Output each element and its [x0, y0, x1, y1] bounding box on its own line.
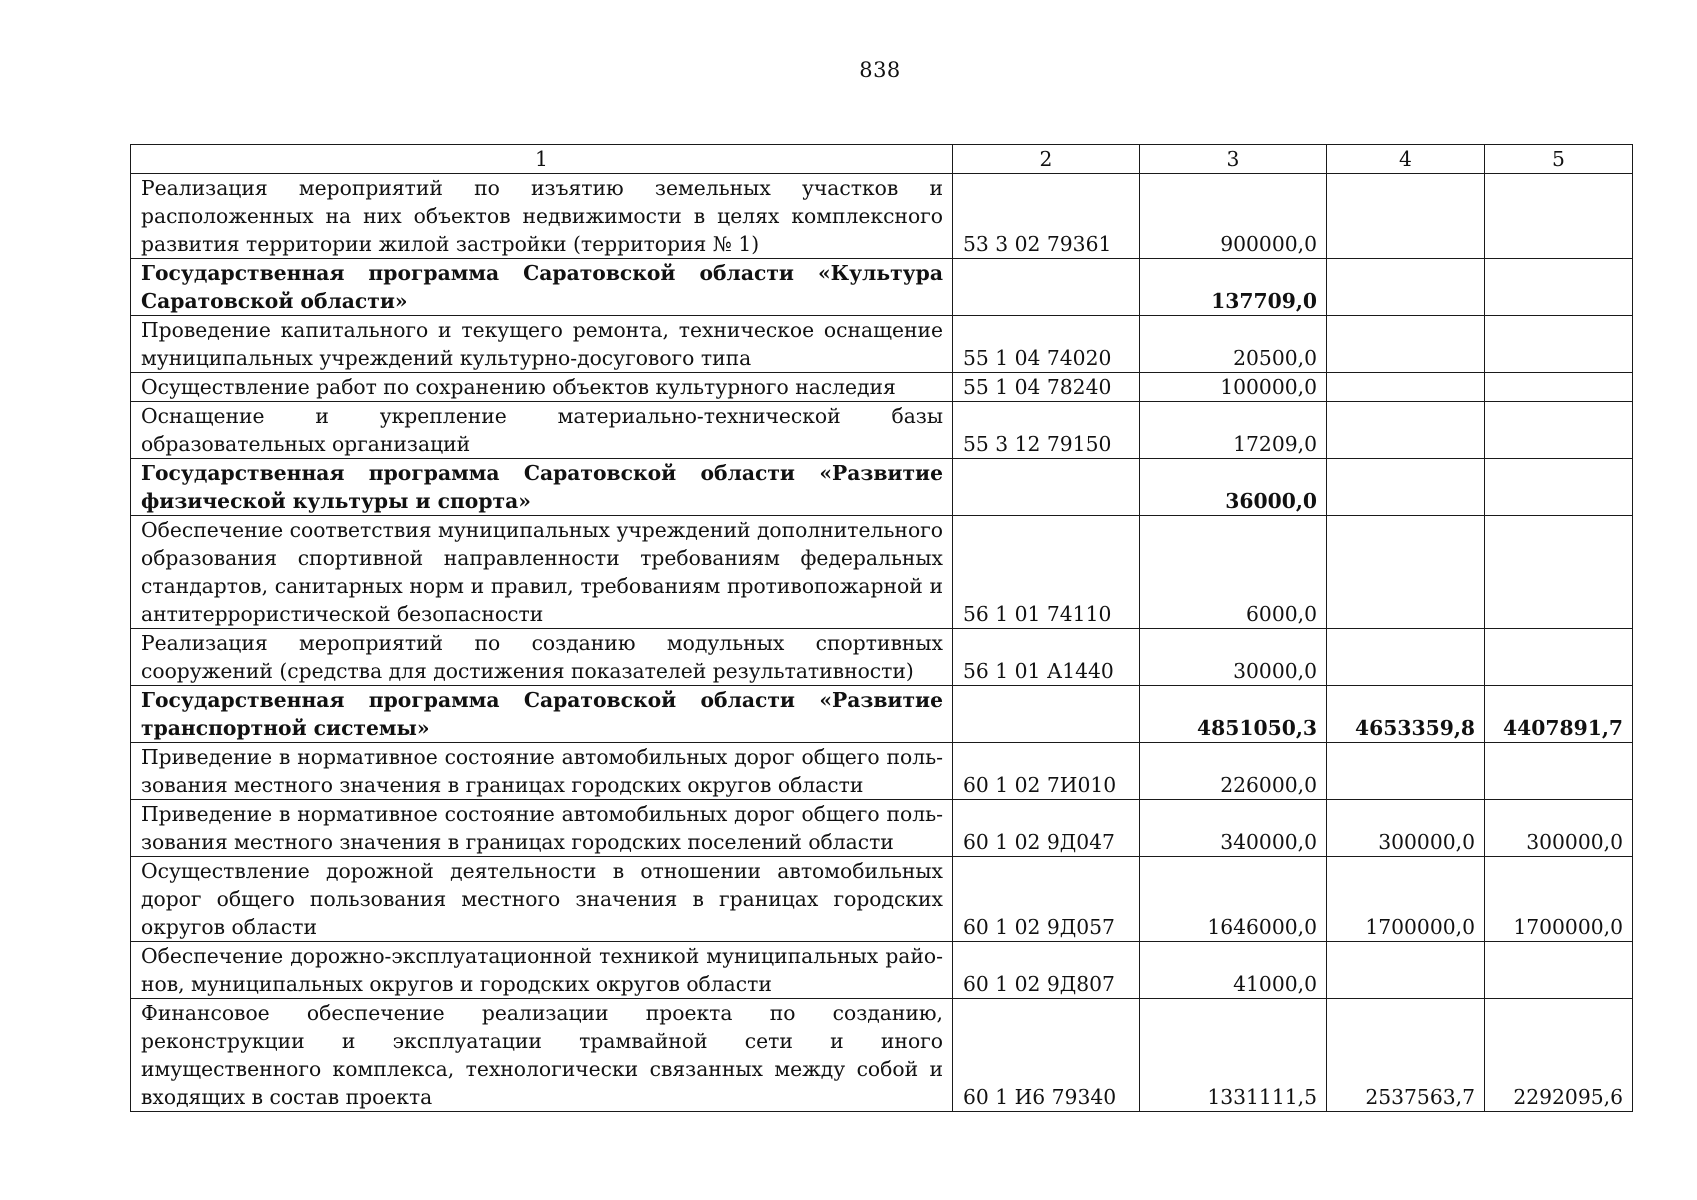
table-row — [131, 316, 1633, 373]
budget-table — [130, 144, 1633, 1112]
row-value-col5 — [1485, 942, 1633, 999]
row-code-cell: 60 1 02 9Д807 — [953, 942, 1140, 999]
column-header-4: 4 — [1327, 145, 1485, 174]
row-value-col4 — [1327, 743, 1485, 800]
row-code-cell: 55 1 04 78240 — [953, 373, 1140, 402]
row-value-col4 — [1327, 174, 1485, 259]
budget-table-body — [131, 145, 1633, 1112]
row-value-col4 — [1327, 459, 1485, 516]
table-row — [131, 373, 1633, 402]
row-value-col5 — [1485, 459, 1633, 516]
row-code-cell: 55 3 12 79150 — [953, 402, 1140, 459]
table-row — [131, 402, 1633, 459]
row-value-col4 — [1327, 942, 1485, 999]
row-value-col5 — [1485, 373, 1633, 402]
program-row — [131, 686, 1633, 743]
row-value-col4 — [1327, 629, 1485, 686]
row-value-col5: 2292095,6 — [1485, 999, 1633, 1112]
row-value-col5 — [1485, 402, 1633, 459]
column-header-1: 1 — [131, 145, 953, 174]
row-value-col5 — [1485, 743, 1633, 800]
row-name-cell: Обеспечение соответствия муниципальных учреждений дополнительного образования спортивной направленности требованиям федеральных стандартов, санитарных норм и правил, требованиям противопожарной и антитеррористической безопасности — [131, 516, 953, 629]
row-code-cell: 60 1 02 7И010 — [953, 743, 1140, 800]
row-code-cell: 56 1 01 А1440 — [953, 629, 1140, 686]
row-value-col5: 300000,0 — [1485, 800, 1633, 857]
row-name-cell: Приведение в нормативное состояние автомобильных дорог общего пользования местного значения в границах городских округов области — [131, 743, 953, 800]
row-name-cell: Государственная программа Саратовской области «Развитие транспортной системы» — [131, 686, 953, 743]
row-name-cell: Государственная программа Саратовской области «Культура Саратовской области» — [131, 259, 953, 316]
row-value-col3: 100000,0 — [1140, 373, 1327, 402]
row-name-cell: Финансовое обеспечение реализации проекта по созданию, реконструкции и эксплуатации трамвайной сети и иного имущественного комплекса, технологически связанных между собой и входящих в состав проекта — [131, 999, 953, 1112]
row-value-col4: 1700000,0 — [1327, 857, 1485, 942]
row-value-col3: 41000,0 — [1140, 942, 1327, 999]
row-name-cell: Осуществление работ по сохранению объектов культурного наследия — [131, 373, 953, 402]
row-code-cell: 56 1 01 74110 — [953, 516, 1140, 629]
row-value-col3: 6000,0 — [1140, 516, 1327, 629]
table-row — [131, 629, 1633, 686]
row-code-cell — [953, 459, 1140, 516]
row-value-col5 — [1485, 259, 1633, 316]
row-name-cell: Осуществление дорожной деятельности в отношении автомобильных дорог общего пользования местного значения в границах городских округов области — [131, 857, 953, 942]
row-value-col4 — [1327, 516, 1485, 629]
page-number: 838 — [859, 58, 901, 82]
row-value-col5 — [1485, 516, 1633, 629]
row-value-col4 — [1327, 402, 1485, 459]
table-row — [131, 942, 1633, 999]
row-value-col5: 1700000,0 — [1485, 857, 1633, 942]
row-name-cell: Реализация мероприятий по изъятию земельных участков и расположенных на них объектов недвижимости в целях комплексного развития территории жилой застройки (территория № 1) — [131, 174, 953, 259]
row-value-col3: 900000,0 — [1140, 174, 1327, 259]
table-row — [131, 999, 1633, 1112]
row-name-cell: Оснащение и укрепление материально-технической базы образовательных организаций — [131, 402, 953, 459]
row-code-cell: 60 1 И6 79340 — [953, 999, 1140, 1112]
row-value-col3: 226000,0 — [1140, 743, 1327, 800]
column-header-5: 5 — [1485, 145, 1633, 174]
column-number-row — [131, 145, 1633, 174]
row-value-col3: 1646000,0 — [1140, 857, 1327, 942]
table-row — [131, 743, 1633, 800]
row-value-col3: 20500,0 — [1140, 316, 1327, 373]
row-value-col4 — [1327, 373, 1485, 402]
table-row — [131, 516, 1633, 629]
program-row — [131, 259, 1633, 316]
row-value-col3: 137709,0 — [1140, 259, 1327, 316]
row-value-col4: 4653359,8 — [1327, 686, 1485, 743]
row-code-cell — [953, 259, 1140, 316]
row-value-col4: 300000,0 — [1327, 800, 1485, 857]
row-code-cell: 53 3 02 79361 — [953, 174, 1140, 259]
row-value-col4 — [1327, 316, 1485, 373]
row-code-cell — [953, 686, 1140, 743]
table-row — [131, 800, 1633, 857]
row-value-col3: 17209,0 — [1140, 402, 1327, 459]
row-code-cell: 60 1 02 9Д057 — [953, 857, 1140, 942]
column-header-3: 3 — [1140, 145, 1327, 174]
row-name-cell: Государственная программа Саратовской области «Развитие физической культуры и спорта» — [131, 459, 953, 516]
row-value-col3: 36000,0 — [1140, 459, 1327, 516]
row-value-col5 — [1485, 174, 1633, 259]
row-code-cell: 55 1 04 74020 — [953, 316, 1140, 373]
program-row — [131, 459, 1633, 516]
row-value-col3: 1331111,5 — [1140, 999, 1327, 1112]
row-name-cell: Проведение капитального и текущего ремонта, техническое оснащение муниципальных учреждений культурно-досугового типа — [131, 316, 953, 373]
row-value-col5: 4407891,7 — [1485, 686, 1633, 743]
table-row — [131, 857, 1633, 942]
row-name-cell: Реализация мероприятий по созданию модульных спортивных сооружений (средства для достижения показателей результативности) — [131, 629, 953, 686]
row-value-col5 — [1485, 629, 1633, 686]
row-value-col3: 340000,0 — [1140, 800, 1327, 857]
row-code-cell: 60 1 02 9Д047 — [953, 800, 1140, 857]
row-name-cell: Приведение в нормативное состояние автомобильных дорог общего пользования местного значения в границах городских поселений области — [131, 800, 953, 857]
row-value-col4 — [1327, 259, 1485, 316]
row-value-col3: 4851050,3 — [1140, 686, 1327, 743]
row-value-col3: 30000,0 — [1140, 629, 1327, 686]
table-row — [131, 174, 1633, 259]
column-header-2: 2 — [953, 145, 1140, 174]
row-value-col5 — [1485, 316, 1633, 373]
row-name-cell: Обеспечение дорожно-эксплуатационной техникой муниципальных районов, муниципальных округов и городских округов области — [131, 942, 953, 999]
row-value-col4: 2537563,7 — [1327, 999, 1485, 1112]
